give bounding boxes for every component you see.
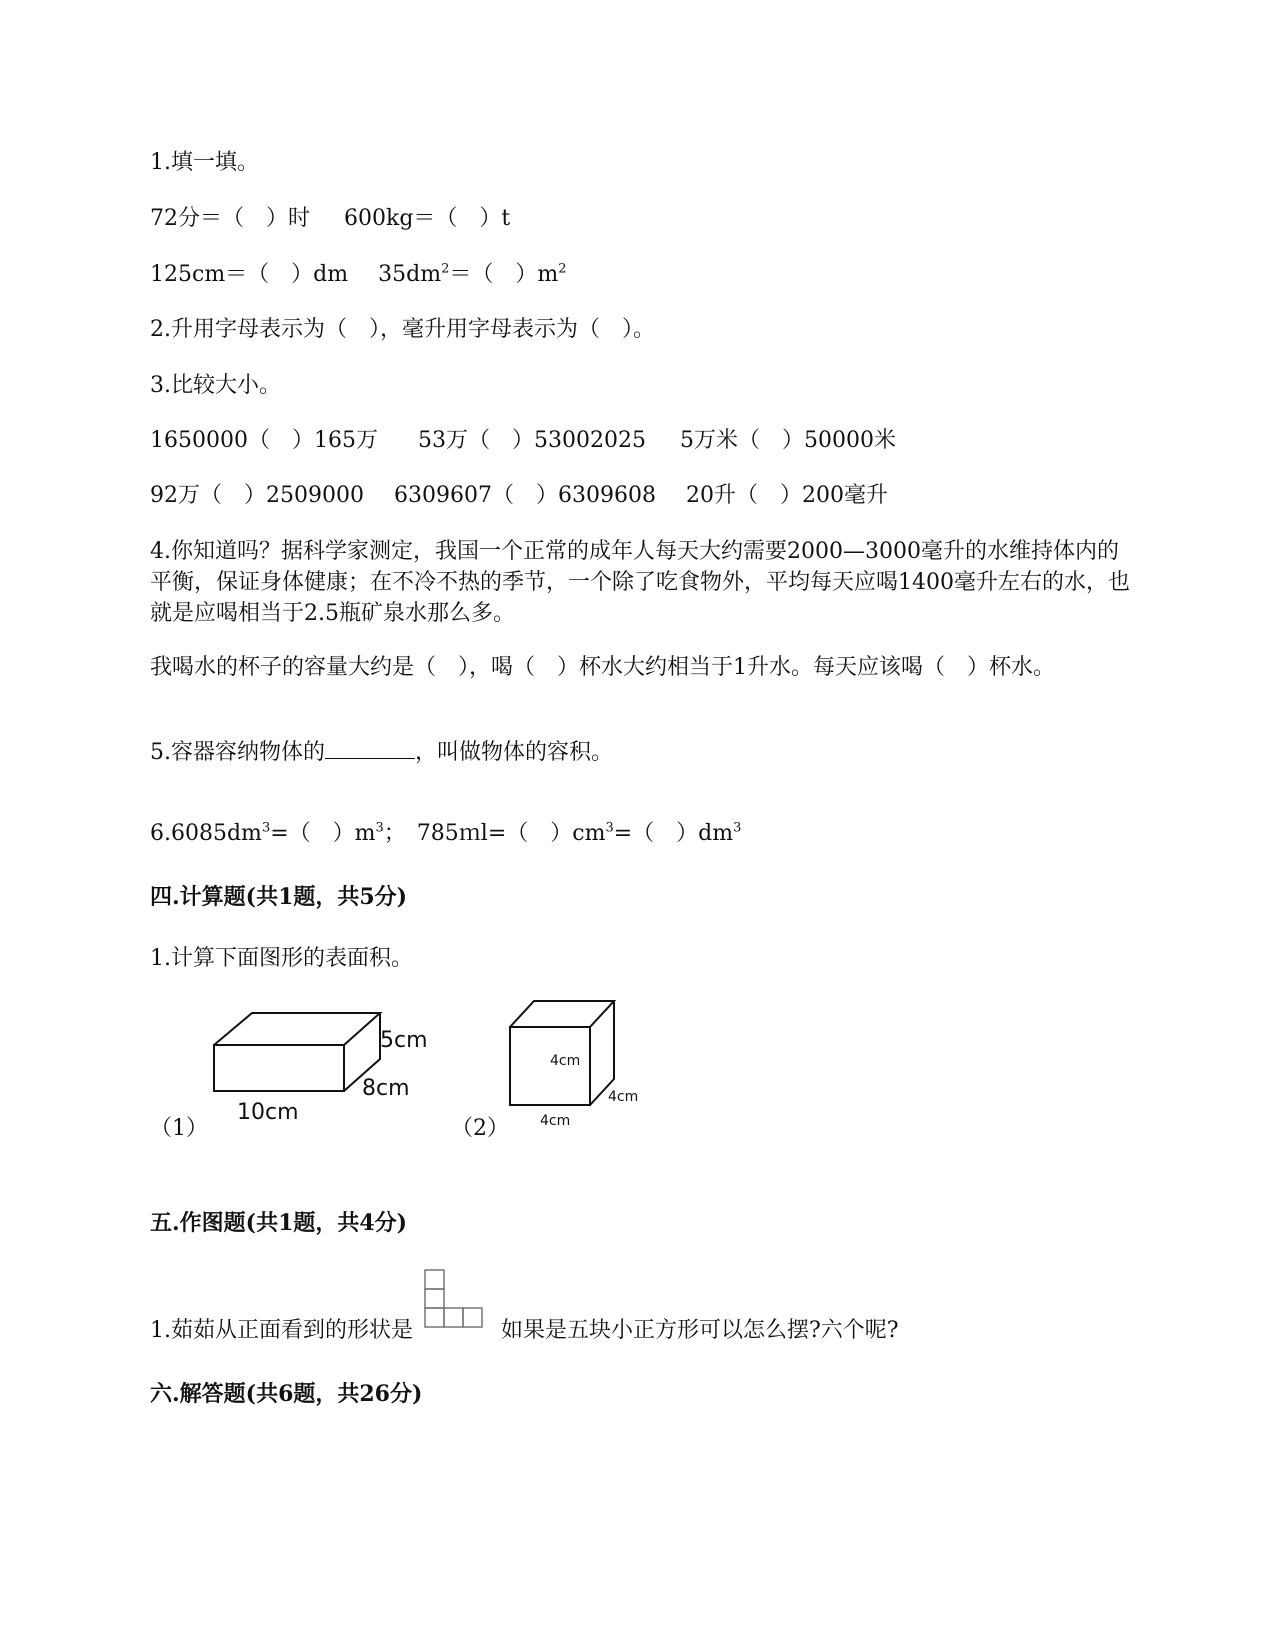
fig2-bottom-label: 4cm	[540, 1113, 571, 1129]
q3-row2	[150, 485, 888, 507]
q1-row1	[150, 208, 510, 230]
q5-text: 5.容器容纳物体的 ，叫做物体的容积。	[150, 740, 614, 765]
fig2-cube	[500, 995, 650, 1135]
fig2-side-label: 4cm	[608, 1089, 639, 1105]
section4-heading: 四.计算题(共1题，共5分)	[150, 884, 408, 910]
q1-item-a: 72分＝（ ）时	[150, 206, 310, 231]
fig2-label: （2）	[451, 1116, 509, 1141]
q3-title: 3.比较大小。	[150, 373, 281, 398]
q1-item-c: 125cm＝（ ）dm	[150, 262, 349, 287]
fig1-height-label: 5cm	[380, 1028, 428, 1053]
section4-q1: 1.计算下面图形的表面积。	[150, 946, 413, 971]
q1-row2	[150, 261, 567, 287]
section6-heading: 六.解答题(共6题，共26分)	[150, 1381, 423, 1407]
q2-text: 2.升用字母表示为（ ），毫升用字母表示为（ ）。	[150, 317, 655, 342]
q3-r1-b: 53万（ ）53002025	[417, 428, 646, 453]
q6-text: $6.6085dm^3=$（ ）$m^3$； 785ｍl=（ ）$cm^3=$（ ）$dm^3$	[150, 820, 742, 846]
q3-r2-b: 6309607（ ）6309608	[393, 483, 656, 508]
fig1-cuboid	[200, 1005, 440, 1140]
q3-r2-a: 92万（ ）2509000	[150, 483, 364, 508]
q4-question: 我喝水的杯子的容量大约是（ ），喝（ ）杯水大约相当于1升水。每天应该喝（ ）杯水。	[150, 655, 1056, 680]
q3-row1	[150, 430, 896, 452]
q1-item-b: 600kg＝（ ）t	[344, 206, 511, 231]
fig2-front-label: 4cm	[550, 1053, 581, 1069]
fig1-label: （1）	[150, 1116, 208, 1141]
front-view-squares	[423, 1268, 487, 1330]
fig1-depth-label: 8cm	[362, 1076, 410, 1101]
q5-answer-blank	[325, 738, 415, 759]
q4-text: 4.你知道吗？据科学家测定，我国一个正常的成年人每天大约需要2000—3000毫升的水维持体内的平衡，保证身体健康；在不冷不热的季节，一个除了吃食物外，平均每天应喝1400毫升左右的水，也就是应喝相当于2.5瓶矿泉水那么多。	[150, 539, 1130, 626]
q3-r2-c: 20升（ ）200毫升	[685, 483, 888, 508]
section5-q1: 1.茹茹从正面看到的形状是 如果是五块小正方形可以怎么摆?六个呢?	[150, 1318, 899, 1343]
section5-heading: 五.作图题(共1题，共4分)	[150, 1210, 408, 1236]
q3-r1-c: 5万米（ ）50000米	[679, 428, 896, 453]
fig1-length-label: 10cm	[237, 1100, 299, 1125]
q1-title: 1.填一填。	[150, 150, 259, 175]
q1-item-d: $35dm^2=$（ ）$m^2$	[378, 261, 567, 287]
q3-r1-a: 1650000（ ）165万	[150, 428, 378, 453]
